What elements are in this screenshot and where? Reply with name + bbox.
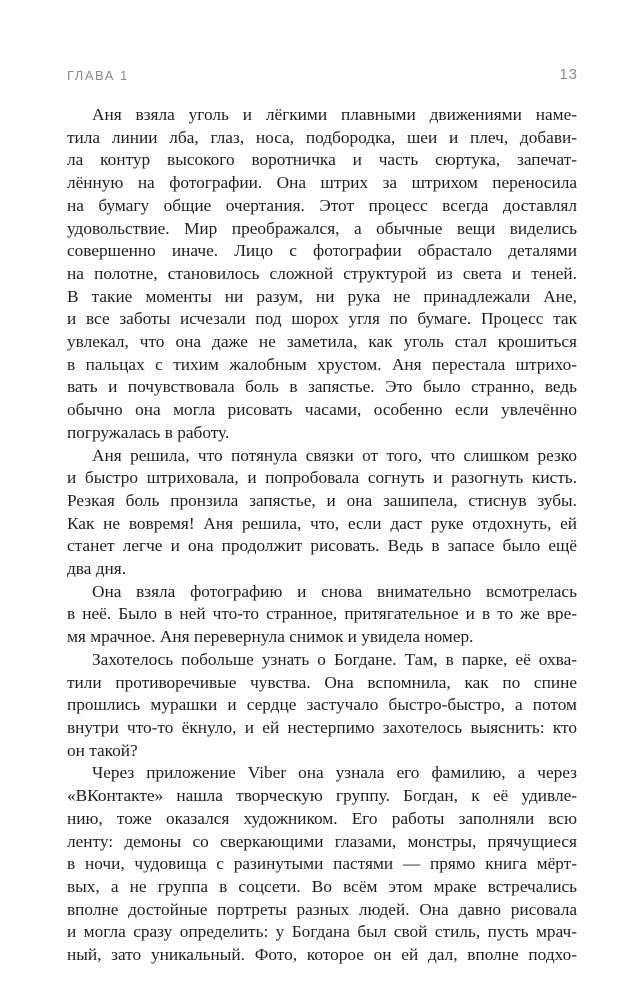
text-line: тила линии лба, глаз, носа, подбородка, шеи и плеч, добави- xyxy=(67,127,577,147)
paragraph xyxy=(67,581,577,649)
text-line: Она взяла фотографию и снова внимательно всмотрелась xyxy=(92,581,577,601)
paragraph xyxy=(67,762,577,966)
text-line: на бумагу общие очертания. Этот процесс всегда доставлял xyxy=(67,195,577,215)
text-line: в пальцах с тихим жалобным хрустом. Аня перестала штрихо- xyxy=(67,354,577,374)
text-line: лённую на фотографии. Она штрих за штрихом переносила xyxy=(67,173,577,193)
text-line: на полотне, становилось сложной структурой из света и теней. xyxy=(67,263,577,283)
text-line: станет легче и она продолжит рисовать. Ведь в запасе было ещё xyxy=(67,536,577,556)
text-line: обычно она могла рисовать часами, особенно если увлечённо xyxy=(67,400,577,420)
text-line: два дня. xyxy=(67,559,127,579)
paragraph xyxy=(67,445,577,581)
text-line: удовольствие. Мир преображался, а обычные вещи виделись xyxy=(67,218,577,238)
text-line: Захотелось побольше узнать о Богдане. Там, в парке, её охва- xyxy=(92,649,577,669)
text-line: ный, зато уникальный. Фото, которое он ей дал, вполне подхо- xyxy=(67,945,577,965)
text-line: совершенно иначе. Лицо с фотографии обрастало деталями xyxy=(67,241,577,261)
text-line: вать и почувствовала боль в запястье. Это было странно, ведь xyxy=(67,377,577,397)
text-line: нию, тоже оказался художником. Его работы заполняли всю xyxy=(67,808,577,828)
text-line: Резкая боль пронзила запястье, и она зашипела, стиснув зубы. xyxy=(67,490,577,510)
text-line: ла контур высокого воротничка и часть сюртука, запечат- xyxy=(67,150,577,170)
text-line: В такие моменты ни разум, ни рука не принадлежали Ане, xyxy=(67,286,577,306)
paragraph xyxy=(67,649,577,763)
text-line: и быстро штриховала, и попробовала согнуть и разогнуть кисть. xyxy=(67,468,577,488)
text-line: вполне достойные портреты разных людей. Она давно рисовала xyxy=(67,899,577,919)
text-line: внутри что-то ёкнуло, и ей нестерпимо захотелось выяснить: кто xyxy=(67,717,577,737)
text-line: в неё. Было в ней что-то странное, притягательное и в то же вре- xyxy=(67,604,577,624)
text-line: он такой? xyxy=(67,740,138,760)
text-line: Как не вовремя! Аня решила, что, если даст руке отдохнуть, ей xyxy=(67,513,577,533)
text-line: и могла сразу определить: у Богдана был свой стиль, пусть мрач- xyxy=(67,922,577,942)
text-line: «ВКонтакте» нашла творческую группу. Богдан, к её удивле- xyxy=(67,786,577,806)
text-line: вых, а не группа в соцсети. Во всём этом мраке встречались xyxy=(67,876,577,896)
text-line: прошлись мурашки и сердце застучало быстро-быстро, а потом xyxy=(67,695,577,715)
text-line: ленту: демоны со сверкающими глазами, монстры, прячущиеся xyxy=(67,831,577,851)
body-text xyxy=(67,104,577,967)
text-line: погружалась в работу. xyxy=(67,422,230,442)
text-line: Аня решила, что потянула связки от того, что слишком резко xyxy=(92,445,577,465)
text-line: мя мрачное. Аня перевернула снимок и увидела номер. xyxy=(67,627,474,647)
text-line: и все заботы исчезали под шорох угля по бумаге. Процесс так xyxy=(67,309,577,329)
text-line: увлекал, что она даже не заметила, как уголь стал крошиться xyxy=(67,332,577,352)
text-line: в ночи, чудовища с разинутыми пастями — прямо книга мёрт- xyxy=(67,854,577,874)
text-line: тили противоречивые чувства. Она вспомнила, как по спине xyxy=(67,672,577,692)
chapter-running-head: ГЛАВА 1 xyxy=(67,68,129,83)
page-number: 13 xyxy=(559,66,578,83)
paragraph xyxy=(67,104,577,445)
text-line: Аня взяла уголь и лёгкими плавными движениями наме- xyxy=(92,105,577,124)
text-line: Через приложение Viber она узнала его фамилию, а через xyxy=(92,763,577,783)
